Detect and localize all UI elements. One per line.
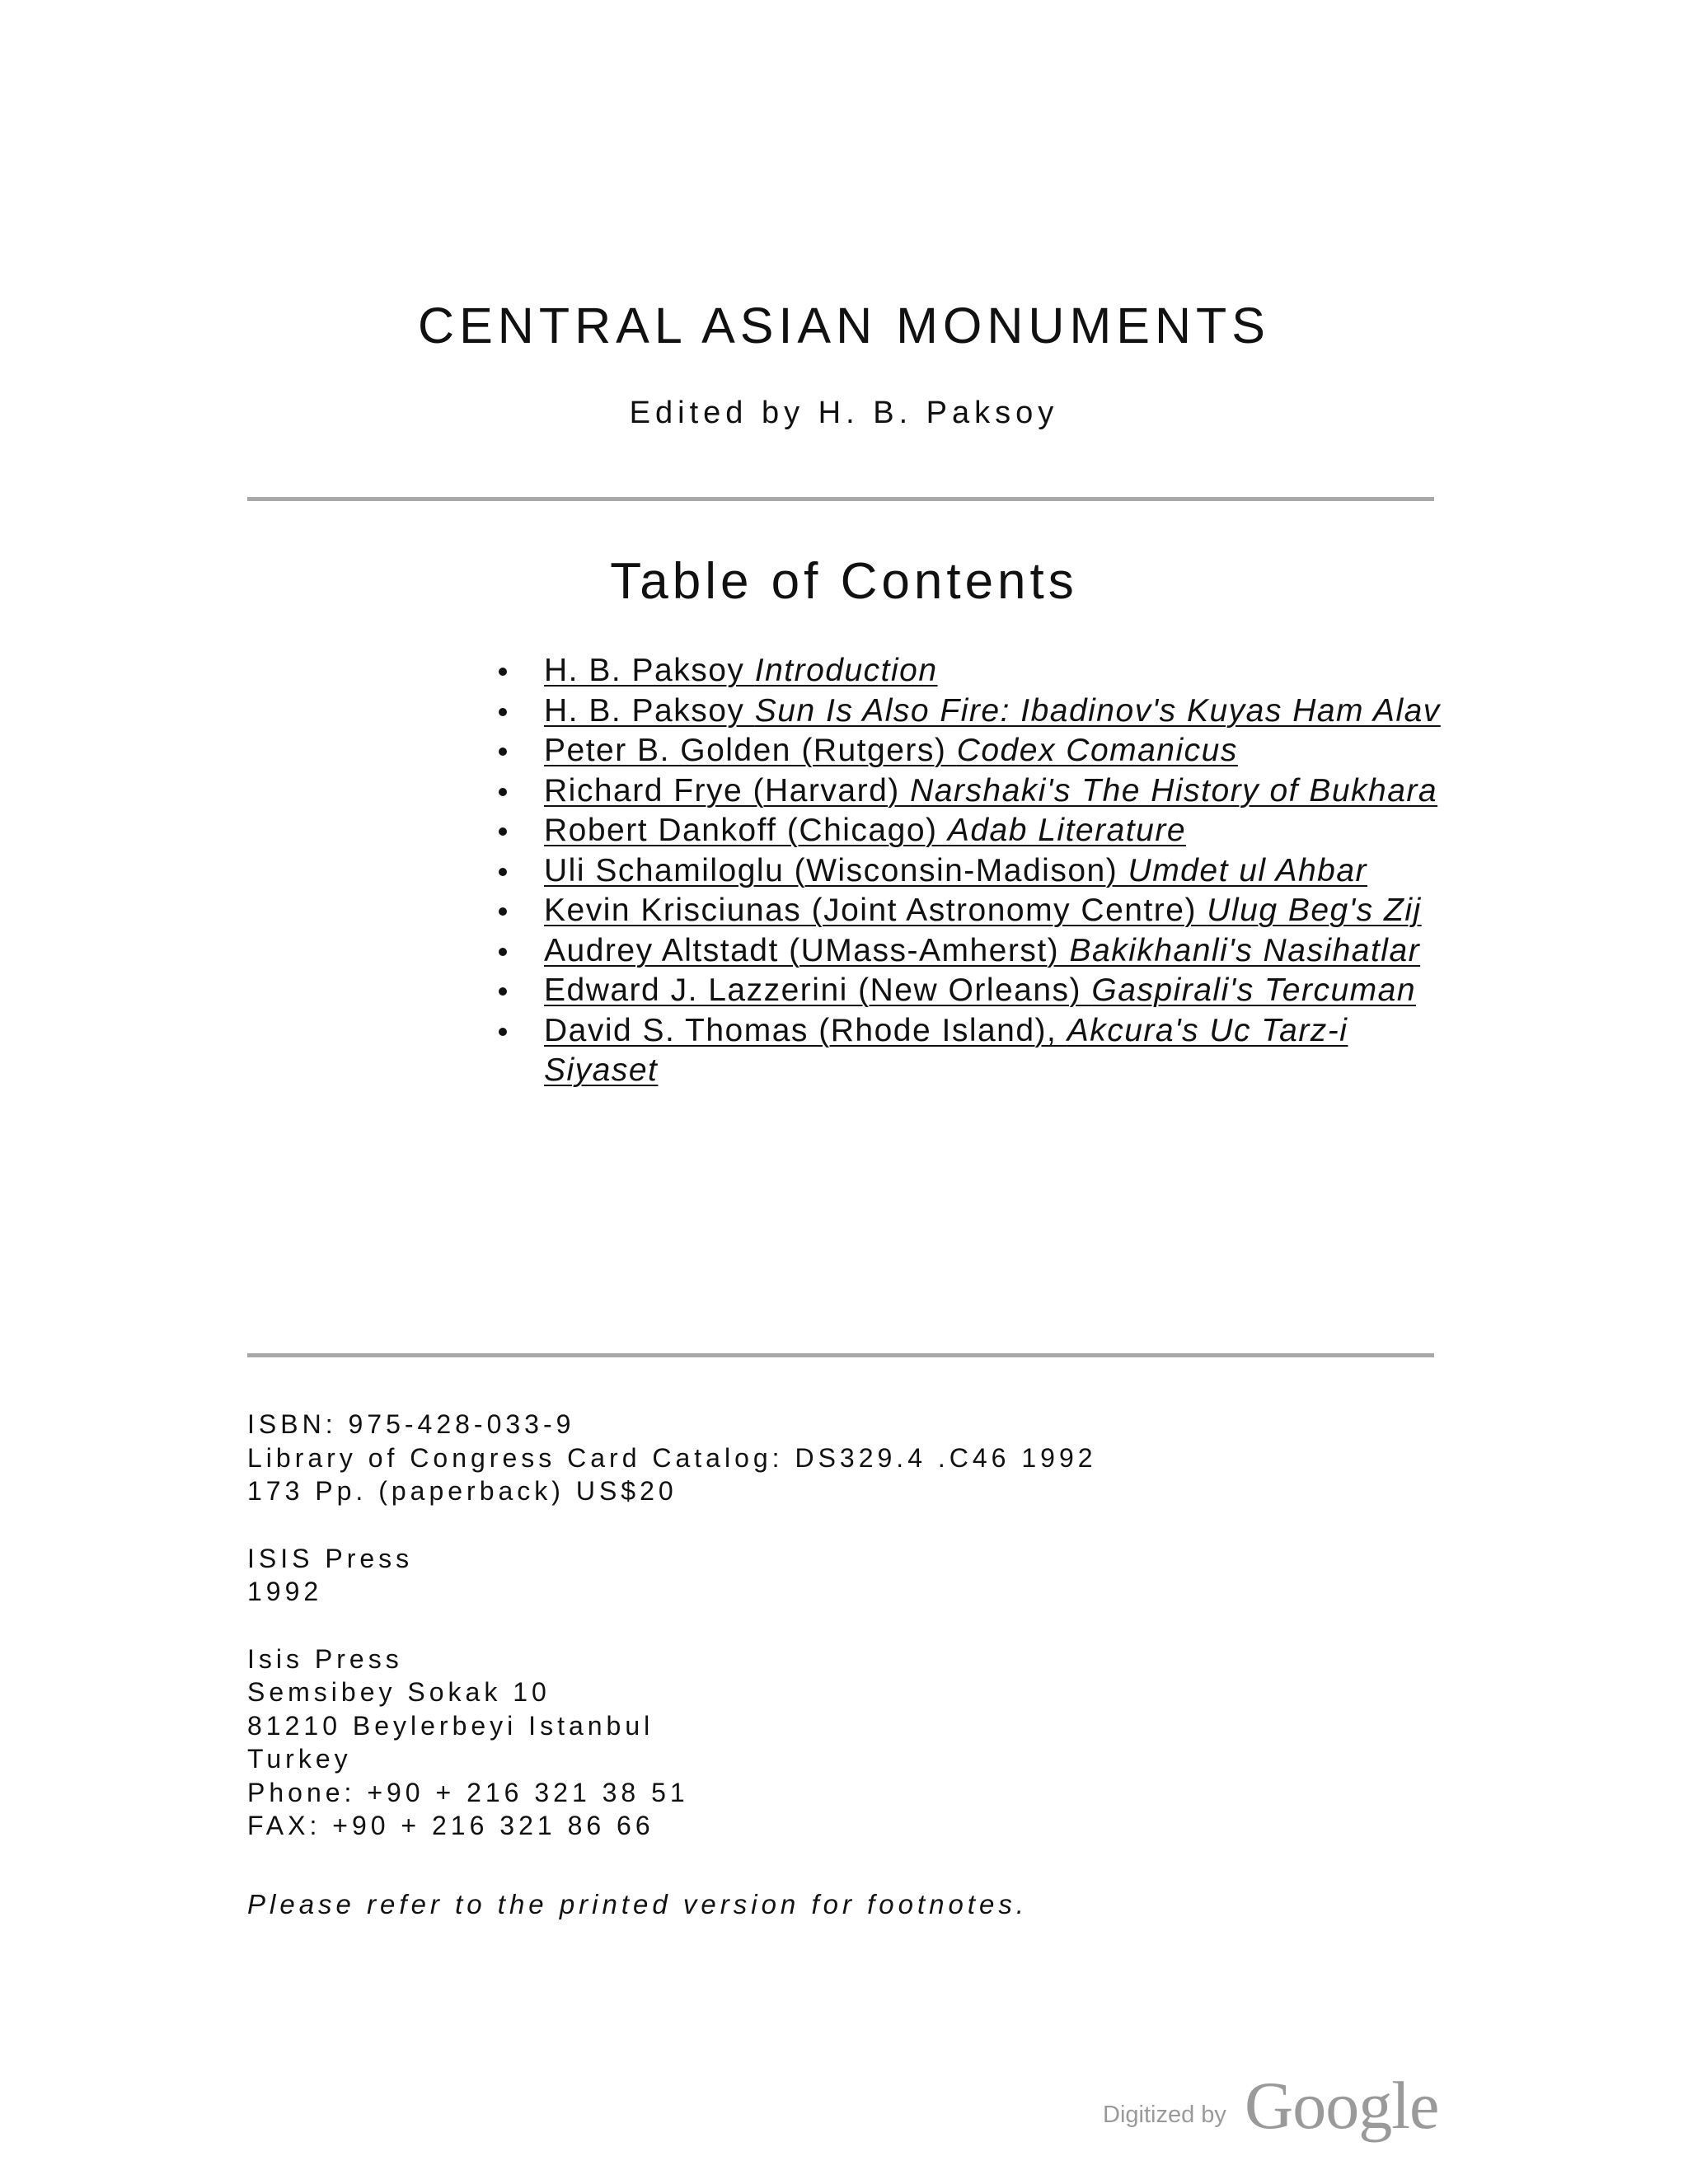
- toc-item: [544, 691, 1451, 732]
- toc-link-nasihatlar[interactable]: [544, 933, 1420, 968]
- toc-work: Umdet ul Ahbar: [1128, 852, 1368, 888]
- footnote-note: Please refer to the printed version for footnotes.: [247, 1889, 1029, 1919]
- toc-work: Gaspirali's Tercuman: [1091, 972, 1417, 1008]
- editor-line: Edited by H. B. Paksoy: [629, 396, 1059, 430]
- toc-link-history-of-bukhara[interactable]: [544, 773, 1437, 808]
- year-line: 1992: [247, 1577, 323, 1606]
- address-city: 81210 Beylerbeyi Istanbul: [247, 1710, 654, 1741]
- phone-line: Phone: +90 + 216 321 38 51: [247, 1777, 689, 1807]
- toc-author: Audrey Altstadt (UMass-Amherst): [544, 932, 1070, 968]
- toc-link-ulug-begs-zij[interactable]: [544, 893, 1422, 928]
- toc-item: [544, 971, 1451, 1011]
- isbn-line: ISBN: 975-428-033-9: [247, 1409, 575, 1439]
- toc-work: Narshaki's The History of Bukhara: [910, 772, 1438, 808]
- toc-item: [544, 651, 1451, 691]
- toc-author: Kevin Krisciunas (Joint Astronomy Centre): [544, 893, 1207, 928]
- toc-work: Sun Is Also Fire: Ibadinov's Kuyas Ham Alav: [754, 692, 1441, 729]
- toc-author: Richard Frye (Harvard): [544, 772, 911, 808]
- publisher-line: ISIS Press: [247, 1543, 414, 1573]
- address-name: Isis Press: [247, 1643, 403, 1674]
- toc-item: [544, 731, 1451, 771]
- toc-work: Bakikhanli's Nasihatlar: [1069, 932, 1421, 968]
- loc-catalog-line: Library of Congress Card Catalog: DS329.4 .C46 1992: [247, 1442, 1097, 1473]
- publication-info: [247, 1408, 1401, 1843]
- toc-heading: Table of Contents: [610, 553, 1078, 610]
- toc-author: H. B. Paksoy: [544, 653, 755, 688]
- toc-item: [544, 851, 1451, 892]
- spacer: [247, 1609, 1401, 1643]
- toc-item: [544, 1011, 1451, 1091]
- toc-author: Robert Dankoff (Chicago): [544, 813, 948, 848]
- toc-author: Uli Schamiloglu (Wisconsin-Madison): [544, 852, 1128, 888]
- toc-link-uc-tarz-i-siyaset[interactable]: [544, 1013, 1348, 1089]
- digitized-by-google-watermark: [1103, 2067, 1449, 2141]
- toc-item: [544, 891, 1451, 931]
- spacer: [247, 1508, 1401, 1542]
- toc-author: David S. Thomas (Rhode Island),: [544, 1012, 1067, 1048]
- toc-link-kuyas-ham-alav[interactable]: [544, 693, 1441, 729]
- toc-author: Edward J. Lazzerini (New Orleans): [544, 972, 1092, 1008]
- toc-work: Codex Comanicus: [956, 733, 1238, 768]
- toc-work: Akcura's Uc Tarz-i Siyaset: [544, 1012, 1348, 1088]
- toc-item: [544, 771, 1451, 812]
- toc-link-introduction[interactable]: [544, 653, 938, 688]
- toc-item: [544, 811, 1451, 851]
- toc-link-adab-literature[interactable]: [544, 813, 1186, 848]
- toc-item: [544, 931, 1451, 972]
- pages-price-line: 173 Pp. (paperback) US$20: [247, 1476, 678, 1506]
- bottom-divider: [247, 1353, 1434, 1357]
- toc-link-umdet-ul-ahbar[interactable]: [544, 853, 1367, 888]
- toc-link-tercuman[interactable]: [544, 972, 1416, 1008]
- address-street: Semsibey Sokak 10: [247, 1677, 551, 1707]
- toc-author: H. B. Paksoy: [544, 692, 755, 729]
- watermark-prefix: Digitized by: [1103, 2102, 1226, 2128]
- toc-link-codex-comanicus[interactable]: [544, 733, 1238, 768]
- toc-work: Introduction: [754, 653, 938, 688]
- toc-work: Adab Literature: [947, 813, 1187, 848]
- top-divider: [247, 497, 1434, 501]
- address-country: Turkey: [247, 1744, 352, 1774]
- toc-work: Ulug Beg's Zij: [1207, 893, 1422, 928]
- google-logo: Google: [1245, 2068, 1439, 2143]
- toc-author: Peter B. Golden (Rutgers): [544, 733, 957, 768]
- fax-line: FAX: +90 + 216 321 86 66: [247, 1811, 654, 1840]
- document-title: CENTRAL ASIAN MONUMENTS: [418, 298, 1270, 354]
- toc-list: [544, 651, 1451, 1091]
